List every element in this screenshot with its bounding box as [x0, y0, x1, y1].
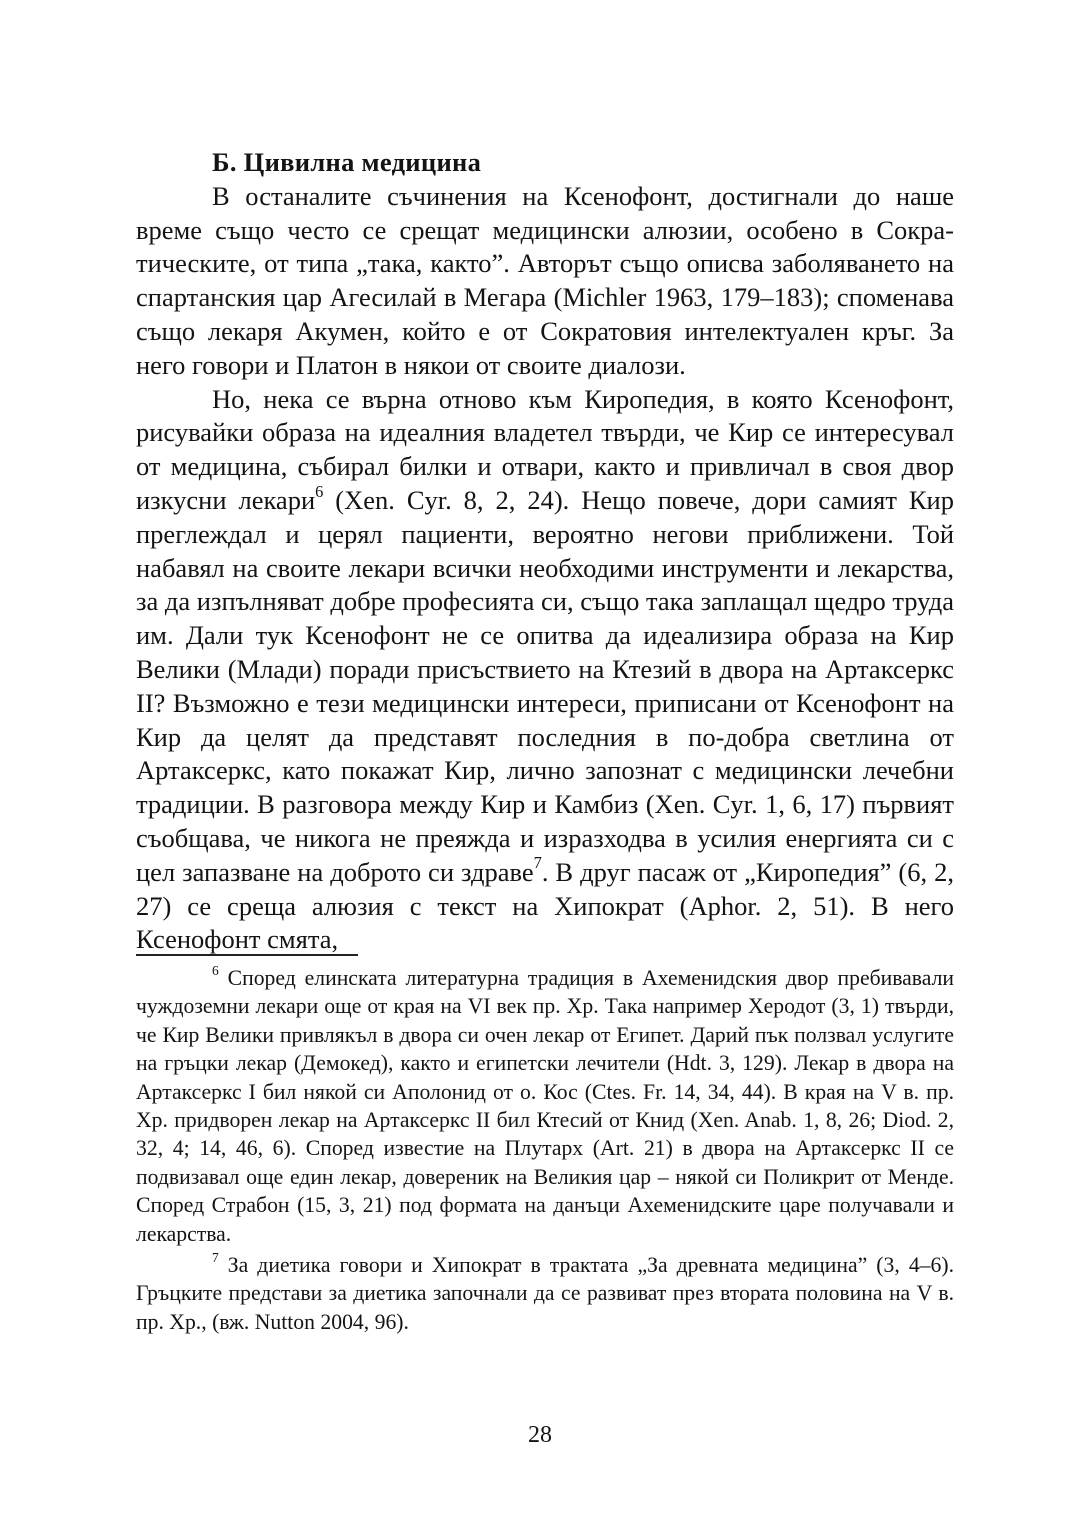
footnotes [136, 964, 954, 1336]
footnote-separator [136, 954, 358, 956]
paragraph-1 [136, 180, 954, 383]
main-text [136, 146, 954, 957]
footnote-7 [136, 1251, 954, 1336]
footnote-ref-6[interactable]: 6 [315, 481, 324, 501]
footnote-6-text: Според елинската литературна традиция в Ахеменидския двор пребивавали чуждоземни лекари още от края на VI век пр. Хр. Така например Херодот (3, 1) твърди, че Кир Велики привлякъл в двора си очен лекар от Египет. Дарий пък ползвал услугите на гръцки лекар (Демокед), както и египетски лечители (Hdt. 3, 129). Лекар в двора на Артаксеркс I бил някой си Аполонид от о. Кос (Ctes. Fr. 14, 34, 44). В края на V в. пр. Хр. придворен лекар на Артаксеркс II бил Ктесий от Книд (Xen. Anab. 1, 8, 26; Diod. 2, 32, 4; 14, 46, 6). Според известие на Плутарх (Art. 21) в двора на Артаксеркс II се подвизавал още един лекар, довереник на Великия цар – някой си Поликрит от Менде. Според Страбон (15, 3, 21) под формата на данъци Ахеменидските царе получавали и лекарства. [136, 966, 955, 1246]
paragraph-1-text: В останалите съчинения на Ксенофонт, достигнали до наше време също често се срещат медицински алюзии, особено в Сократическите, от типа „така, както”. Авторът също описва заболяването на спартанския цар Агесилай в Мегара (Michler 1963, 179–183); споменава също лекаря Акумен, който е от Сократовия интелектуален кръг. За него говори и Платон в някои от своите диалози. [136, 180, 954, 380]
paragraph-2-text-start: Но, нека се върна отново към Киропедия, в която Ксенофонт, рисувайки образа на идеалния владетел твърди, че Кир се интересувал от медицина, събирал билки и отвари, както и привличал в своя двор изкусни лекари [136, 383, 954, 515]
footnote-6 [136, 964, 954, 1248]
footnote-ref-7[interactable]: 7 [533, 853, 542, 873]
footnote-7-text: За диетика говори и Хипократ в трактата „За древната медицина” (3, 4–6). Гръцките представи за диетика започнали да се развиват през втората половина на V в. пр. Хр., (вж. Nutton 2004, 96). [136, 1253, 954, 1334]
paragraph-2-text-end: . В друг пасаж от „Киропедия” (6, 2, 27) се среща алюзия с текст на Хипократ (Aphor. 2, 51). В него Ксенофонт смята, [136, 856, 954, 955]
paragraph-2 [136, 383, 954, 958]
footnote-7-number: 7 [212, 1249, 219, 1265]
footnote-6-number: 6 [212, 962, 219, 978]
paragraph-2-text-middle: (Xen. Cyr. 8, 2, 24). Нещо повече, дори самият Кир преглеждал и церял пациенти, вероятно негови приближени. Той набавял на своите лекари всички необходими инструменти и лекарства, за да изпълняват добре професията си, също така заплащал щедро труда им. Дали тук Ксенофонт не се опитва да идеализира образа на Кир Велики (Млади) поради присъствието на Ктезий в двора на Артаксеркс II? Възможно е тези медицински интереси, приписани от Ксенофонт на Кир да целят да представят последния в по-добра светлина от Артаксеркс, като покажат Кир, лично запознат с медицински лечебни традиции. В разговора между Кир и Камбиз (Xen. Cyr. 1, 6, 17) първият съобщава, че никога не преяжда и изразходва в усилия енергията си с цел запазване на доброто си здраве [136, 484, 954, 887]
section-heading: Б. Цивилна медицина [212, 147, 482, 177]
page-number: 28 [528, 1422, 552, 1448]
